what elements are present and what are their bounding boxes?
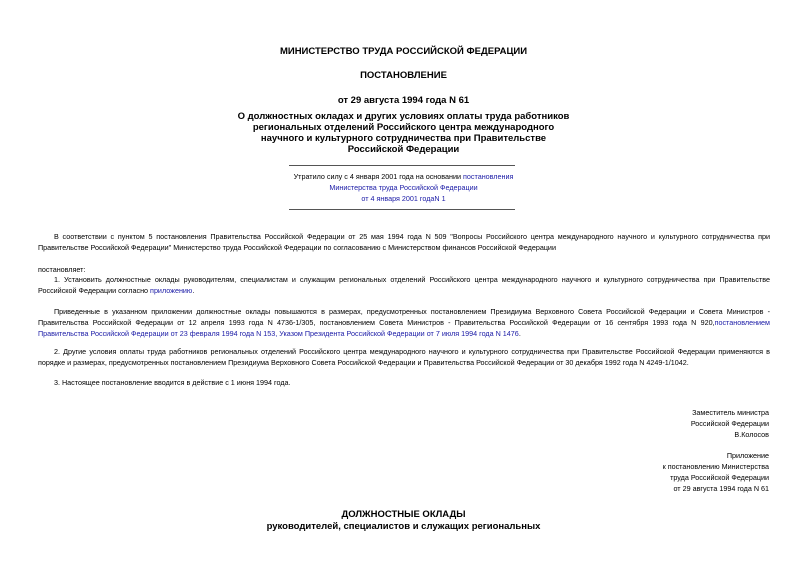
body-paragraph: 2. Другие условия оплаты труда работников региональных отделений Российского центра международного научного и культурного сотрудничества при Правительстве Российской Федерации применяются в порядке и размерах, предусмотренных постановлением Президиума Верховного Совета Российской Федерации и Правительства Российской Федерации от 30 декабря 1992 года N 4249-1/1042. (38, 347, 770, 367)
body-paragraph: постановляет: (38, 265, 86, 274)
divider-bottom (289, 209, 515, 210)
document-date-number: от 29 августа 1994 года N 61 (337, 95, 470, 106)
status-note-link[interactable]: постановления (463, 172, 514, 181)
title-line: О должностных окладах и других условиях оплаты труда работников (237, 111, 570, 122)
signature-line: Заместитель министра (692, 408, 769, 417)
appendix-line: от 29 августа 1994 года N 61 (673, 484, 769, 493)
status-note-text: Утратило силу с 4 января 2001 года на основании (293, 172, 463, 181)
paragraph-text: . (192, 286, 195, 295)
ministry-heading: МИНИСТЕРСТВО ТРУДА РОССИЙСКОЙ ФЕДЕРАЦИИ (279, 46, 528, 57)
title-line: научного и культурного сотрудничества при Правительстве (260, 133, 547, 144)
body-paragraph: 3. Настоящее постановление вводится в действие с 1 июня 1994 года. (54, 378, 291, 387)
status-note-link[interactable]: от 4 января 2001 годаN 1 (361, 194, 446, 203)
divider-top (289, 165, 515, 166)
title-line: региональных отделений Российского центра международного (252, 122, 555, 133)
appendix-subheading: руководителей, специалистов и служащих региональных (266, 521, 541, 532)
title-line: Российской Федерации (347, 144, 460, 155)
body-paragraph (38, 274, 770, 296)
document-type: ПОСТАНОВЛЕНИЕ (360, 70, 447, 81)
signature-block (569, 407, 769, 440)
paragraph-text: Приведенные в указанном приложении должностные оклады повышаются в размерах, предусмотренных постановлением Президиума Верховного Совета Российской Федерации и Совета Министров - Правительства Российской Федерации от 12 апреля 1993 года N 4736-1/305, постановлением Совета Министров - Правительства Российской Федерации от 16 сентября 1993 года N 920, (38, 307, 770, 327)
signature-line: В.Колосов (734, 430, 769, 439)
appendix-block (569, 450, 769, 494)
appendix-heading: ДОЛЖНОСТНЫЕ ОКЛАДЫ (341, 509, 466, 520)
status-note (260, 171, 547, 204)
paragraph-text: . (518, 329, 521, 338)
appendix-line: Приложение (726, 451, 769, 460)
body-paragraph: В соответствии с пунктом 5 постановления Правительства Российской Федерации от 25 мая 1994 года N 509 "Вопросы Российского центра международного научного и культурного сотрудничества при Правительстве Российской Федерации" Министерство труда Российской Федерации по согласованию с Министерством финансов Российской Федерации (38, 232, 770, 252)
appendix-link[interactable]: приложению (150, 286, 193, 295)
appendix-line: к постановлению Министерства (662, 462, 769, 471)
status-note-link[interactable]: Министерства труда Российской Федерации (329, 183, 478, 192)
document-title (200, 111, 607, 155)
body-paragraph (38, 306, 770, 339)
signature-line: Российской Федерации (690, 419, 769, 428)
paragraph-text: 1. Установить должностные оклады руководителям, специалистам и служащим региональных отделений Российского центра международного научного и культурного сотрудничества при Правительстве Российской Федерации согласно (38, 275, 770, 295)
legal-reference-link[interactable]: постановлением Правительства Российской Федерации от 23 февраля 1994 года N 153, Указом Президента Российской Федерации от 7 июля 1994 года N 1476 (38, 318, 770, 338)
appendix-line: труда Российской Федерации (670, 473, 769, 482)
